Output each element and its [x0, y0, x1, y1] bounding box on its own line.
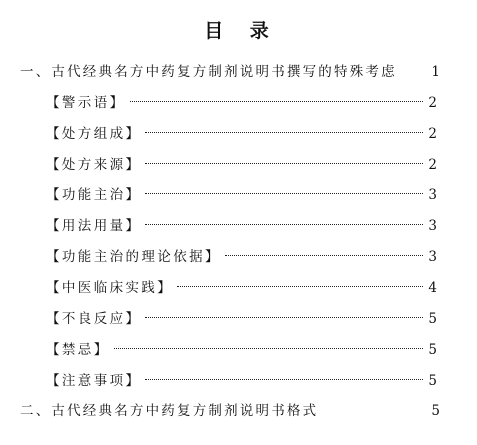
toc-entry-page: 3: [428, 218, 437, 234]
toc-entry-title: 【中医临床实践】: [46, 280, 174, 296]
toc-entry[interactable]: [46, 308, 437, 330]
toc-leader: [130, 101, 424, 102]
toc-leader: [145, 132, 423, 133]
toc-entry-title: 二、古代经典名方中药复方制剂说明书格式: [20, 403, 319, 419]
toc-entry[interactable]: [20, 61, 440, 83]
toc-entry-page: 5: [428, 373, 437, 389]
toc-entry-title: 一、古代经典名方中药复方制剂说明书撰写的特殊考虑: [20, 64, 397, 80]
toc-entry-page: 3: [428, 187, 437, 203]
toc-leader: [145, 163, 423, 164]
toc-leader: [145, 193, 423, 194]
toc-entry-page: 1: [431, 64, 440, 80]
toc-entry-page: 5: [428, 311, 437, 327]
toc-entry-title: 【用法用量】: [46, 218, 142, 234]
toc-entry[interactable]: [46, 339, 437, 361]
toc-entry[interactable]: [46, 370, 437, 392]
toc-entry-page: 2: [428, 95, 437, 111]
toc-entry-title: 【注意事项】: [46, 373, 142, 389]
toc-leader: [401, 70, 427, 71]
toc-entry-page: 2: [428, 126, 437, 142]
toc-entry-title: 【处方组成】: [46, 126, 142, 142]
toc-entry-title: 【功能主治的理论依据】: [46, 249, 221, 265]
toc-leader: [145, 379, 423, 380]
toc-entry-page: 2: [428, 157, 437, 173]
toc-leader: [145, 317, 423, 318]
toc-entry[interactable]: [46, 123, 437, 145]
toc-entry-page: 4: [428, 280, 437, 296]
toc-entry-title: 【不良反应】: [46, 311, 142, 327]
toc-leader: [322, 409, 426, 410]
toc-leader: [114, 348, 424, 349]
toc-entry[interactable]: [46, 92, 437, 114]
toc-entry-page: 5: [431, 403, 440, 419]
toc-entry-title: 【警示语】: [46, 95, 126, 111]
toc-entry[interactable]: [46, 246, 437, 268]
toc-leader: [177, 286, 423, 287]
toc-leader: [145, 224, 423, 225]
toc-entry[interactable]: [20, 400, 440, 422]
toc-entry[interactable]: [46, 184, 437, 206]
toc-entry[interactable]: [46, 154, 437, 176]
toc-entry-title: 【禁忌】: [46, 342, 110, 358]
toc-leader: [225, 255, 424, 256]
toc-entry[interactable]: [46, 277, 437, 299]
toc-entry[interactable]: [46, 215, 437, 237]
toc-entry-title: 【功能主治】: [46, 187, 142, 203]
toc-entry-page: 5: [428, 342, 437, 358]
toc-entry-page: 3: [428, 249, 437, 265]
toc-entry-title: 【处方来源】: [46, 157, 142, 173]
page-title: 目 录: [204, 20, 279, 42]
